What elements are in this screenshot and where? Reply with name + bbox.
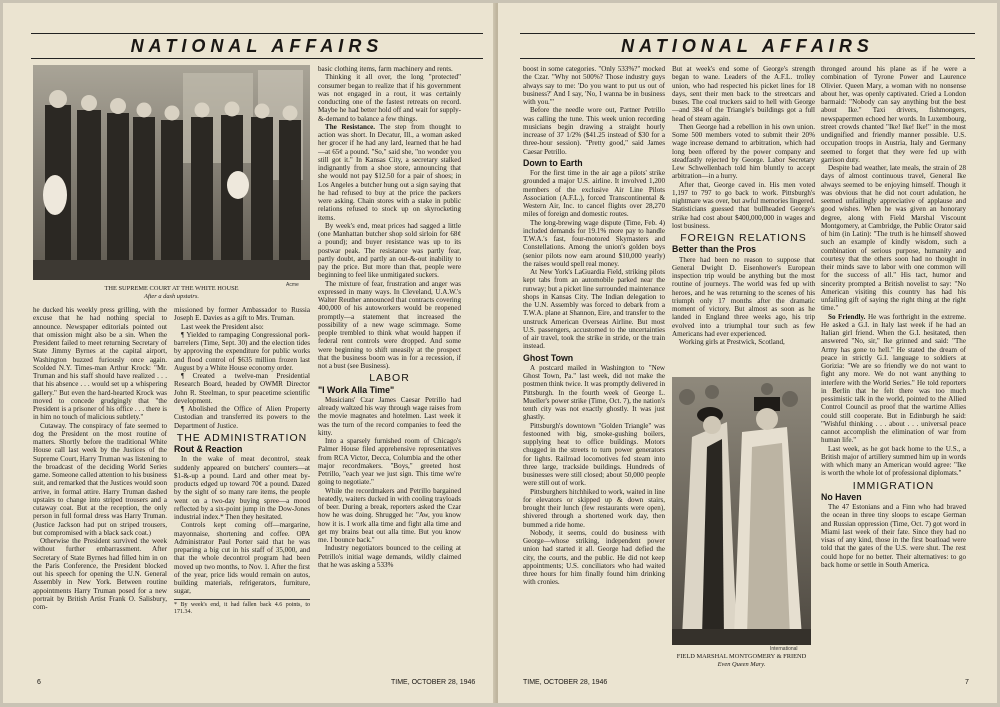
section-heading: LABOR: [369, 372, 410, 385]
photo-caption: [672, 653, 811, 668]
paragraph: thronged around his plane as if he were a combination of Tyrone Power and Laurence Olivier. Queen Mary, a woman with no nonsense about her, was openly captivated. Cried a London barmaid: "Nobody can say anything but the best about Ike." Taxi drivers, fishmongers, newspapermen echoed her words. In Luxembourg, street crowds chanted "Ike! Ike! Ike!" in the most undignified and friendly manner possible. U.S. occupation troops in Austria, Italy and Germany seemed to forget that they were fed up with garrison duty.: [821, 65, 966, 164]
page-number: 6: [37, 679, 41, 686]
photo-credit: Acme: [286, 282, 299, 288]
article-subheading: Rout & Reaction: [174, 444, 243, 454]
paragraph: Musicians' Czar James Caesar Petrillo had already waltzed his way through wage raises from the movie magnates and hotelmen. Last week it was the turn of the record companies to feed the kitty.: [318, 395, 461, 437]
paragraph: Cutaway. The conspiracy of fate seemed to dog the President on the most routine of matters. Shortly before the traditional White House call last week by the Justices of the Supreme Court, Harry Truman was listening to the broadcast of the deciding World Series game. Someone called attention to his business suit, and remarked that the Justices would soon arrive, in formal attire. Harry Truman dashed upstairs to change into striped trousers and a cutaway coat. But at the reception, the only person in full formal dress was Harry Truman. (Justice Jackson had put on striped trousers, but compromised with a black sack coat.): [33, 421, 167, 537]
left-column-3: [318, 65, 461, 676]
photo-caption-title: FIELD MARSHAL MONTGOMERY & FRIEND: [676, 653, 807, 660]
paragraph: Pittsburghers hitchhiked to work, waited in line for elevators or skipped up & down stairs, brought their lunch (few restaurants were open), shivered through a shortened work day, then bummed a ride home.: [523, 487, 665, 529]
section-header-left: NATIONAL AFFAIRS: [31, 33, 483, 59]
paragraph: Nobody, it seems, could do business with George—whose striking, independent power union had started it all. George had defied the city, the courts, and the public. He did not keep appointments; U.S. conciliators who had waited three hours for him finally found him drinking with cronies.: [523, 528, 665, 587]
issue-footer: TIME, OCTOBER 28, 1946: [523, 679, 608, 686]
left-column-1: [33, 306, 167, 676]
article-subheading: "I Work Alla Time": [318, 384, 395, 395]
paragraph: Industry negotiators bounced to the ceiling at Petrillo's initial wage demands, wildly claimed that he was asking a 533%: [318, 544, 461, 569]
paragraph: basic clothing items, farm machinery and rents.: [318, 65, 453, 73]
paragraph: The 47 Estonians and a Finn who had braved the ocean in three tiny sloops to escape German and Russian oppression (Time, Oct. 7) got word in Miami last week of their fate. Since they had no visas of any kind, those in the first boatload were told that the gates of the U.S. were shut. The rest could hope for no better. Their alternatives: to go back home or settle in South America.: [821, 503, 966, 569]
paragraph: Working girls at Prestwick, Scotland,: [679, 338, 785, 346]
paragraph: boost in some categories. "Only 533%?" mocked the Czar. "Why not 500%? Those industry guys always say to me: 'Do you want to put us out of business?' And I say, 'No, I wanna be in business with you.'": [523, 65, 665, 106]
paragraph: At New York's LaGuardia Field, striking pilots kept tabs from an automobile parked near the runway; but a picket line surrounded maintenance shops in Kansas City. The Indian delegation to the U.N. Assembly was forced to debark from a T.W.A. plane at Shannon, Eire, and transfer to the unstruck American Overseas Airline. But most U.S. passengers, accustomed to the uncertainties of air travel, took the strike in stride, or the train instead.: [523, 268, 665, 351]
paragraph: The mixture of fear, frustration and anger was expressed in many ways. In Cleveland, U.A.W.'s Walter Reuther announced that contracts covering 400,000 of his autoworkers would be reopened promptly—a statement that increased the possibility of a new wage scimmage. Some people trembled to think what would happen if federal rent controls were dropped. And some were beginning to shift uneasily at the prospect that the business boom was in for a recession, if not a bust (see Business).: [318, 279, 461, 370]
magazine-spread: [3, 3, 997, 703]
paragraph: ¶ Abolished the Office of Alien Property Custodian and transferred its powers to the Department of Justice.: [174, 405, 310, 430]
paragraph: ¶ Yielded to rampaging Congressional pork-barrelers (Time, Sept. 30) and the election tides by approving the expenditure for public works and flood control of $635 million frozen last August by a White House economy order.: [174, 330, 310, 372]
run-in-heading: The Resistance.: [325, 122, 376, 131]
footnote: * By week's end, it had fallen back 4.6 points, to 171.34.: [174, 599, 310, 616]
article-subheading: No Haven: [821, 491, 862, 502]
photo-caption-sub: Even Queen Mary.: [717, 660, 766, 668]
right-column-2: [672, 65, 815, 375]
section-heading: IMMIGRATION: [852, 479, 935, 492]
photo-caption-sub: After a dash upstairs.: [143, 292, 200, 300]
paragraph: There had been no reason to suppose that General Dwight D. Eisenhower's European inspection trip would be anything but the most routine of journeys. The world was fed up with heroes, and he was returning to the scenes of his triumph only 17 months after the dramatic moment of victory. But almost as soon as he landed in England three weeks ago, his trip evolved into a triumphal tour such as few Americans had ever experienced.: [672, 255, 815, 338]
right-column-1: [523, 65, 665, 676]
left-page: [3, 3, 495, 703]
paragraph: Controls kept coming off—margarine, mayonnaise, shortening and coffee. OPA Administrator Paul Porter said that he was preparing a big cut in his staff of 35,000, and that the whole decontrol program had been moved up two months, to Nov. 1. After the first of the year, price lids would remain on autos, building materials, refrigerators, furniture, sugar,: [174, 521, 310, 596]
paragraph: He was forthright in the extreme. He asked a G.I. in Italy last week if he had an Italian girl friend. When the G.I. hesitated, then answered "No, sir," Ike grinned and said: "The Army has gone to hell." He stated the dream of peace in strictly G.I. language to soldiers at Gorizia: "We are so friendly we do not want to fight any more. We do not want anything to interfere with the World Series." He told reporters in Berlin that he felt there was too much pessimistic talk in the world, pointed to the Allied Control Council as proof that the wartime Allies could still cooperate. But in Edinburgh he said: "Wishful thinking . . . about . . . universal peace cannot accomplish the elimination of war from human life.": [821, 312, 966, 445]
paragraph: Into a sparsely furnished room of Chicago's Palmer House filed apprehensive representatives from RCA Victor, Decca, Columbia and the other major recordmakers. "Boys," greeted host Petrillo, "each year we just sign. This time we're going to negotiate.": [318, 437, 461, 487]
supreme-court-photo-image: [33, 65, 310, 280]
issue-footer: TIME, OCTOBER 28, 1946: [391, 679, 476, 686]
paragraph: ¶ Created a twelve-man Presidential Research Board, headed by OWMR Director John R. Steelman, to spur peacetime scientific development.: [174, 372, 310, 405]
section-header-right: NATIONAL AFFAIRS: [520, 33, 975, 59]
paragraph: But at week's end some of George's strength began to wane. Leaders of the A.F.L. trolley union, who had respected his picket lines for 18 days, sent their men back to the streetcars and buses. The coal truckers said to hell with George—and 384 of the Triangle's buildings got a full head of steam again.: [672, 65, 815, 123]
paragraph: missioned by former Ambassador to Russia Joseph E. Davies as a gift to Mrs. Truman.: [174, 306, 310, 323]
section-heading: FOREIGN RELATIONS: [680, 232, 807, 244]
supreme-court-photo: [33, 65, 310, 280]
paragraph: Pittsburgh's downtown "Golden Triangle" was festooned with big, smoke-gushing boilers, supplying heat to office buildings. Motors chugged in the streets to turn power generators for lights. Railroad locomotives fed steam into three large, trackside buildings. Hundreds of businesses were still closed; about 50,000 people were still out of work.: [523, 421, 665, 488]
paragraph: By week's end, meat prices had sagged a little (one Manhattan butcher shop sold sirloin for 68¢ a pound); and buyer resistance was up to its postwar peak. The resistance was partly fear, partly doubt, and partly an out-&-out inability to pay the price. But more than that, people were beginning to feel like unmitigated suckers.: [318, 221, 461, 280]
paragraph: Then George had a rebellion in his own union. Some 500 members voted to submit their 20% wage increase demand to arbitration, which had long been offered by the power company and steadfastly rejected by George. Labor Secretary Lew Schwellenbach told him bluntly to accept arbitration—in a hurry.: [672, 122, 815, 181]
paragraph: The long-brewing wage dispute (Time, Feb. 4) included demands for 19.1% more pay to handle T.W.A.'s fast, four-motored Skymasters and Constellations. Among the union's golden boys (senior pilots now earn around $10,000 yearly) the raises would spell real money.: [523, 218, 665, 268]
paragraph: Last week the President also:: [181, 322, 264, 331]
paragraph: Despite bad weather, late meals, the strain of 28 days of almost continuous travel, General Ike always seemed to be enjoying himself. Though it was obvious that he did not court adulation, he seemed unfailingly appreciative of applause and good wishes. When he was given an honorary degree, along with Field Marshal Viscount Montgomery, at Cambridge, the Public Orator said of him (in Latin): "The truth is he himself showed such an example of kindly wisdom, such a combination of serious purpose, humanity and courtesy that the others soon had no thought in their minds save to labor with one common will for the success of all." His tact, humor and sincerity prompted a British novelist to say: "No American visiting this country has had his unfailing gift of saying the right thing at the right time.": [821, 164, 966, 313]
photo-credit: International: [770, 646, 798, 652]
article-subheading: Better than the Pros: [672, 244, 757, 255]
paragraph: In the wake of meat decontrol, steak suddenly appeared on butchers' counters—at $1-&-up a pound. Lard and other meat by-products edged up toward 70¢ a pound. Dazed by the sight of so many rare items, the people went on a two-day buying spree—a mood reflected by a six-point jump in the Dow-Jones industrial index.* Then they hesitated.: [174, 455, 310, 521]
paragraph: After that, George caved in. His men voted 1,197 to 797 to go back to work. Pittsburgh's nightmare was over, but awful memories lingered. Statisticians guessed that bullheaded George's strike had cost about $400,000,000 in wages and lost business.: [672, 180, 815, 230]
right-page: [498, 3, 997, 703]
article-subheading: Down to Earth: [523, 157, 583, 168]
paragraph: Last week, as he got back home to the U.S., a British major of artillery summed him up in words with which many an American would agree: "Ike is worth the whole lot of professional diplomats.": [821, 444, 966, 478]
paragraph: A postcard mailed in Washington to "New Ghost Town, Pa." last week, did not make the postmen think twice. It was promptly delivered in Pittsburgh. In the fourth week of George L. Mueller's power strike (Time, Oct. 7), the nation's tenth city was not exactly ghostly. It was just ghastly.: [523, 363, 665, 422]
article-subheading: Ghost Town: [523, 352, 574, 363]
montgomery-photo: [672, 377, 811, 645]
paragraph: The step from thought to action was short. In Decatur, Ill., a woman asked her grocer if he had any lard, learned that he had—at 65¢ a pound. "So," said she, "no wonder you still got it." In Kansas City, a secretary stalked indignantly from a shoe store, announcing that she would not pay $12.50 for a pair of shoes; in Los Angeles a butcher hung out a sign saying that he had refused to buy at the price the packers were asking. Chain stores with a stake in public relations refused to stock up on skyrocketing items.: [318, 122, 461, 222]
paragraph: he ducked his weekly press grilling, with the excuse that he had nothing special to announce. Newspaper editorials pointed out that omission might also be a sin. When the President failed to meet returning Secretary of State Jimmy Byrnes at the capital airport, Washington buzzed furiously once again. Scolded N.Y. Times-man Arthur Krock: "Mr. Truman and his staff should have realized . . . that his absence . . . would set up a whispering gallery." But even the hard-hearted Krock was moved to concede grudgingly that "the President is a prisoner of his office . . . there is in him no touch of malicious subtlety.": [33, 306, 167, 422]
photo-caption-title: THE SUPREME COURT AT THE WHITE HOUSE: [104, 285, 239, 292]
paragraph: Otherwise the President survived the week without further embarrassment. After Secretary of State Byrnes had filled him in on the Paris Conference, the President blocked out his speech for opening the U.N. General Assembly in New York. Between routine appointments Harry Truman posed for a new portrait by British Artist Frank O. Salisbury, com-: [33, 537, 167, 611]
right-column-3: [821, 65, 966, 676]
page-number: 7: [965, 679, 969, 686]
photo-caption: [33, 285, 310, 300]
paragraph: Before the needle wore out, Partner Petrillo was calling the tune. This week union recording musicians begin drawing a straight hourly increase of 37 1/2% ($41.25 instead of $30 for a three-hour session). "Pretty good," said James Caesar Petrillo.: [523, 106, 665, 156]
paragraph: Thinking it all over, the long "protected" consumer began to realize that if his government was not engaged in a rout, it was certainly conducting one of the fastest retreats on record. Maybe he had better hold off and wait for supply-&-demand to balance a few things.: [318, 73, 461, 123]
left-column-2: [174, 306, 310, 676]
montgomery-photo-image: [672, 377, 811, 645]
paragraph: For the first time in the air age a pilots' strike grounded a major U.S. airline. It involved 1,200 members of the exclusive Air Line Pilots Association (A.F.L.), forced Transcontinental & Western Air, Inc. to cancel flights over 28,270 miles of foreign and domestic routes.: [523, 169, 665, 219]
paragraph: While the recordmakers and Petrillo bargained heatedly, waiters ducked in with cooling trayloads of beer. During a break, reporters asked the Czar how he was doing. Shrugged he: "Aw, you know how it is. I work alla time and fight alla time and get my brains beat out alla time. But you know me. I bounce back.": [318, 486, 461, 544]
section-heading: THE ADMINISTRATION: [176, 431, 308, 444]
run-in-heading: So Friendly.: [828, 312, 866, 321]
